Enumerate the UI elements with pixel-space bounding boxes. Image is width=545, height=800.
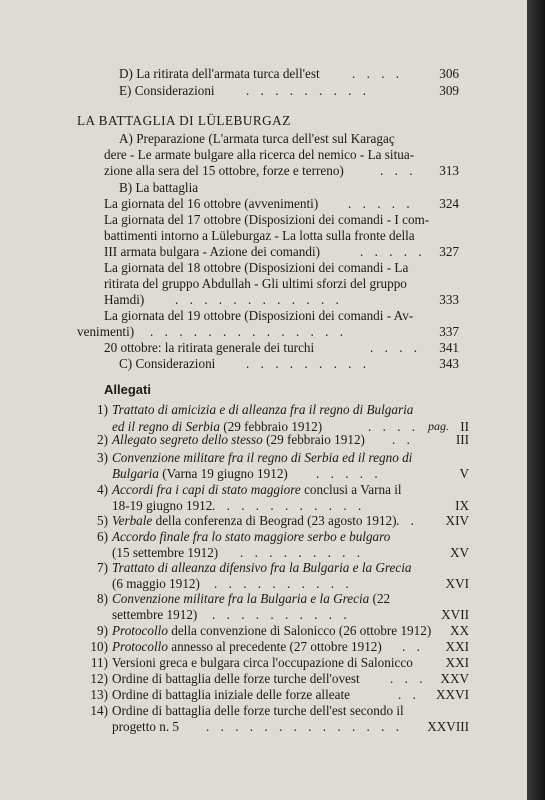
toc-entry-text: La giornata del 19 ottobre (Disposizioni dei comandi - Av- xyxy=(104,308,414,323)
leader-dots: . . . . . . . . . xyxy=(246,83,371,98)
allegato-date: (22 xyxy=(369,591,391,606)
allegato-title: Trattato di alleanza difensivo fra la Bulgaria e la Grecia xyxy=(112,560,412,575)
allegato-number: 7) xyxy=(97,560,108,575)
toc-entry-text: ritirata del gruppo Abdullah - Gli ultimi sforzi del gruppo xyxy=(104,276,407,291)
toc-entry-text: La giornata del 16 ottobre (avvenimenti) xyxy=(104,196,319,211)
allegato-title: Bulgaria xyxy=(112,466,159,481)
leader-dots: . . . . xyxy=(368,419,420,434)
allegato-date: (15 settembre 1912) xyxy=(112,545,219,560)
allegato-number: 3) xyxy=(97,450,108,465)
allegato-title: Accordi fra i capi di stato maggiore xyxy=(112,482,301,497)
leader-dots: . . . . xyxy=(370,340,422,355)
toc-entry-text: A) Preparazione (L'armata turca dell'est sul Karagaç xyxy=(119,131,395,146)
pag-abbreviation: pag. xyxy=(428,419,449,433)
allegato-text: Ordine di battaglia iniziale delle forze alleate xyxy=(112,687,350,702)
allegato-page: XVII xyxy=(441,607,469,622)
leader-dots: . . . . . . . . . xyxy=(246,356,371,371)
allegato-date: (6 maggio 1912) xyxy=(112,576,200,591)
allegato-title: Trattato di amicizia e di alleanza fra il regno di Bulgaria xyxy=(112,402,414,417)
toc-entry-text: B) La battaglia xyxy=(119,180,199,195)
toc-entry-text: dere - Le armate bulgare alla ricerca del nemico - La situa- xyxy=(104,147,415,162)
leader-dots: . . . . . . . . . . . . . . xyxy=(206,719,404,734)
allegato-text: conclusi a Varna il xyxy=(300,482,402,497)
allegato-page: XIV xyxy=(445,513,469,528)
allegato-page: XV xyxy=(449,545,469,560)
section-heading: LA BATTAGLIA DI LÜLEBURGAZ xyxy=(77,113,291,128)
leader-dots: . . . . . xyxy=(316,466,382,481)
allegato-number: 11) xyxy=(90,655,108,670)
leader-dots: . . xyxy=(402,639,424,654)
toc-entry-text: III armata bulgara - Azione dei comandi) xyxy=(104,244,321,259)
allegato-page: XVI xyxy=(445,576,469,591)
toc-page-number: 341 xyxy=(439,340,459,355)
leader-dots: . . . . xyxy=(352,66,404,81)
allegato-page: V xyxy=(459,466,469,481)
leader-dots: . . xyxy=(396,513,418,528)
toc-entry-text: La giornata del 18 ottobre (Disposizioni dei comandi - La xyxy=(104,260,409,275)
leader-dots: . . xyxy=(392,432,414,447)
allegato-date: (29 febbraio 1912) xyxy=(262,432,365,447)
leader-dots: . . xyxy=(398,687,420,702)
toc-page-number: 324 xyxy=(439,196,459,211)
allegati-heading: Allegati xyxy=(104,382,151,397)
allegato-text: Versioni greca e bulgara circa l'occupazione di Salonicco xyxy=(112,655,413,670)
toc-entry-text: venimenti) xyxy=(77,324,135,339)
book-spine-shadow xyxy=(527,0,545,800)
toc-page-number: 337 xyxy=(439,324,459,339)
allegato-text: annesso al precedente (27 ottobre 1912) xyxy=(167,639,382,654)
toc-entry-text: Hamdi) xyxy=(104,292,145,307)
allegato-number: 5) xyxy=(97,513,108,528)
toc-entry-text: E) Considerazioni xyxy=(119,83,215,98)
allegato-text: della conferenza di Beograd (23 agosto 1912) xyxy=(152,513,397,528)
leader-dots: . . . xyxy=(380,163,417,178)
toc-entry-text: C) Considerazioni xyxy=(119,356,216,371)
toc-entry-text: La giornata del 17 ottobre (Disposizioni dei comandi - I com- xyxy=(104,212,430,227)
allegato-page: XXVIII xyxy=(427,719,469,734)
allegato-text: Ordine di battaglia delle forze turche dell'est secondo il xyxy=(112,703,404,718)
leader-dots: . . . . . . . . . . . . xyxy=(175,292,343,307)
allegato-title: Convenzione militare fra la Bulgaria e la Grecia xyxy=(112,591,370,606)
allegato-date: (29 febbraio 1912) xyxy=(219,419,323,434)
leader-dots: . . . . . . . . . . xyxy=(214,576,353,591)
leader-dots: . . . . . . . . . xyxy=(240,545,365,560)
allegato-title: Accordo finale fra lo stato maggiore serbo e bulgaro xyxy=(112,529,391,544)
toc-entry-text: 20 ottobre: la ritirata generale dei turchi xyxy=(104,340,315,355)
toc-page-number: 327 xyxy=(439,244,459,259)
allegato-number: 12) xyxy=(90,671,108,686)
toc-entry-text: D) La ritirata dell'armata turca dell'est xyxy=(119,66,320,81)
toc-page-number: 333 xyxy=(439,292,459,307)
allegato-number: 1) xyxy=(97,402,108,417)
leader-dots: . . . . . xyxy=(348,196,414,211)
toc-page-number: 306 xyxy=(439,66,459,81)
toc-page-number: 309 xyxy=(439,83,459,98)
leader-dots: . . . xyxy=(390,671,427,686)
allegato-date: (Varna 19 giugno 1912) xyxy=(158,466,288,481)
allegato-number: 8) xyxy=(97,591,108,606)
allegato-number: 2) xyxy=(97,432,108,447)
allegato-page: XXV xyxy=(440,671,469,686)
allegato-number: 6) xyxy=(97,529,108,544)
allegato-text: Ordine di battaglia delle forze turche dell'ovest xyxy=(112,671,360,686)
allegato-number: 4) xyxy=(97,482,108,497)
allegato-page: IX xyxy=(455,498,469,513)
toc-page-number: 343 xyxy=(439,356,459,371)
allegato-title: Verbale xyxy=(112,513,153,528)
leader-dots: . . . . . . . . . . xyxy=(212,607,351,622)
allegato-page: II xyxy=(460,419,469,434)
toc-entry-text: battimenti intorno a Lüleburgaz - La lotta sulla fronte della xyxy=(104,228,415,243)
allegato-number: 10) xyxy=(90,639,108,654)
allegato-date: settembre 1912) xyxy=(112,607,198,622)
allegato-title: ed il regno di Serbia xyxy=(112,419,220,434)
allegato-page: XX xyxy=(449,623,469,638)
allegato-number: 13) xyxy=(90,687,108,702)
toc-page-number: 313 xyxy=(439,163,459,178)
allegato-page: XXI xyxy=(445,655,469,670)
leader-dots: . . . . . . . . . . . xyxy=(212,498,366,513)
allegato-title: Allegato segreto dello stesso xyxy=(112,432,263,447)
allegato-title: Protocollo xyxy=(112,639,168,654)
allegato-date: 18-19 giugno 1912 xyxy=(112,498,213,513)
allegato-number: 14) xyxy=(90,703,108,718)
leader-dots: . . . . . xyxy=(360,244,426,259)
allegato-text: della convenzione di Salonicco (26 ottobre 1912) xyxy=(167,623,432,638)
allegato-title: Protocollo xyxy=(112,623,168,638)
allegato-number: 9) xyxy=(97,623,108,638)
allegato-page: XXVI xyxy=(436,687,469,702)
allegato-title: Convenzione militare fra il regno di Serbia ed il regno di xyxy=(112,450,413,465)
allegato-page: XXI xyxy=(445,639,469,654)
toc-entry-text: zione alla sera del 15 ottobre, forze e terreno) xyxy=(104,163,344,178)
leader-dots: . . . . . . . . . . . . . . xyxy=(150,324,348,339)
allegato-text: progetto n. 5 xyxy=(112,719,180,734)
allegato-page: III xyxy=(455,432,469,447)
